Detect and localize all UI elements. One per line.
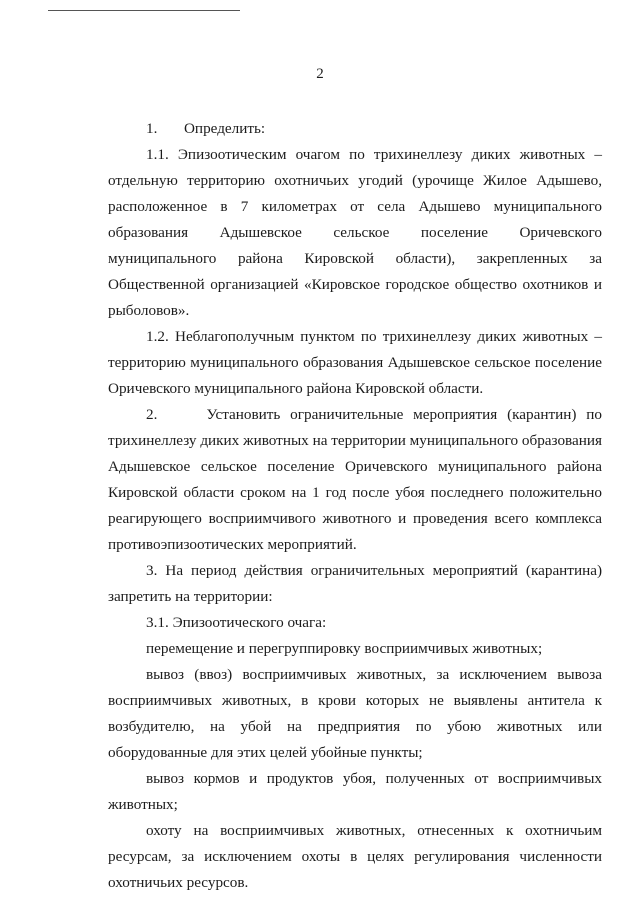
paragraph-item-3: 3. На период действия ограничительных мероприятий (карантина) запретить на территории:	[108, 562, 602, 605]
paragraph-ban-hunting: охоту на восприимчивых животных, отнесенных к охотничьим ресурсам, за исключением охоты в целях регулирования численности охотничьих ресурсов.	[108, 822, 602, 891]
paragraph-ban-animal-transport: вывоз (ввоз) восприимчивых животных, за исключением вывоза восприимчивых животных, в крови которых не выявлены антитела к возбудителю, на убой на предприятия по убою животных или оборудованные для этих целей убойные пункты;	[108, 666, 602, 761]
paragraph-ban-regrouping: перемещение и перегруппировку восприимчивых животных;	[146, 640, 543, 657]
document-body	[108, 116, 602, 896]
paragraph-item-1-2: 1.2. Неблагополучным пунктом по трихинеллезу диких животных – территорию муниципального образования Адышевское сельское поселение Оричевского муниципального района Кировской области.	[108, 328, 602, 397]
paragraph-item-3-1: 3.1. Эпизоотического очага:	[146, 614, 327, 631]
header-rule	[48, 10, 240, 11]
paragraph-ban-feed-export: вывоз кормов и продуктов убоя, полученных от восприимчивых животных;	[108, 770, 602, 813]
paragraph-item-1: 1. Определить:	[146, 120, 266, 137]
page-number: 2	[316, 66, 324, 82]
paragraph-item-2: 2. Установить ограничительные мероприятия (карантин) по трихинеллезу диких животных на территории муниципального образования Адышевское сельское поселение Оричевского муниципального района Кировской области сроком на 1 год после убоя последнего положительно реагирующего восприимчивого животного и проведения всего комплекса противоэпизоотических мероприятий.	[108, 406, 602, 553]
paragraph-item-1-1: 1.1. Эпизоотическим очагом по трихинеллезу диких животных – отдельную территорию охотничьих угодий (урочище Жилое Адышево, расположенное в 7 километрах от села Адышево муниципального образования Адышевское сельское поселение Оричевского муниципального района Кировской области), закрепленных за Общественной организацией «Кировское городское общество охотников и рыболовов».	[108, 146, 602, 319]
